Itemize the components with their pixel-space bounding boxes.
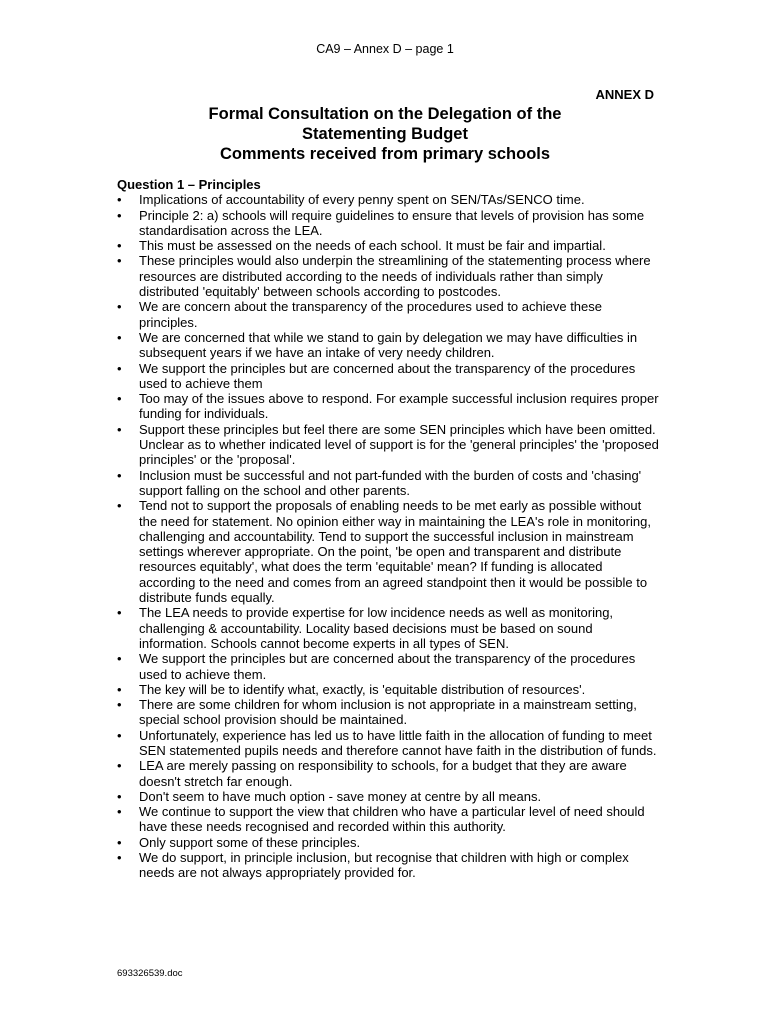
bullet-icon: •	[117, 192, 122, 208]
list-item	[117, 605, 662, 651]
list-item	[117, 192, 662, 207]
list-item-text: We are concern about the transparency of the procedures used to achieve these principles.	[139, 299, 602, 330]
list-item	[117, 804, 662, 835]
bullet-icon: •	[117, 238, 122, 254]
bullet-icon: •	[117, 421, 122, 437]
bullet-icon: •	[117, 788, 122, 804]
document-title	[0, 104, 770, 164]
list-item	[117, 789, 662, 804]
bullet-icon: •	[117, 329, 122, 345]
bullet-icon: •	[117, 850, 122, 866]
list-item-text: We continue to support the view that children who have a particular level of need should have these needs recognised and recorded within this authority.	[139, 804, 645, 835]
list-item	[117, 299, 662, 330]
list-item	[117, 422, 662, 468]
list-item-text: These principles would also underpin the streamlining of the statementing process where resources are distributed according to the needs of individuals rather than simply distributed 'equitably' between schools according to postcodes.	[139, 253, 651, 300]
bullet-icon: •	[117, 467, 122, 483]
list-item	[117, 697, 662, 728]
bullet-icon: •	[117, 727, 122, 743]
bullet-icon: •	[117, 360, 122, 376]
list-item-text: There are some children for whom inclusion is not appropriate in a mainstream setting, special school provision should be maintained.	[139, 697, 637, 728]
bullet-icon: •	[117, 253, 122, 269]
bullet-icon: •	[117, 651, 122, 667]
list-item	[117, 850, 662, 881]
title-line-3: Comments received from primary schools	[219, 145, 551, 163]
bullet-icon: •	[117, 681, 122, 697]
list-item-text: We are concerned that while we stand to gain by delegation we may have difficulties in subsequent years if we have an intake of very needy children.	[139, 329, 638, 361]
list-item	[117, 498, 662, 605]
list-item-text: This must be assessed on the needs of each school. It must be fair and impartial.	[139, 238, 606, 254]
list-item-text: Implications of accountability of every penny spent on SEN/TAs/SENCO time.	[139, 192, 585, 208]
list-item	[117, 468, 662, 499]
bullet-icon: •	[117, 299, 122, 315]
list-item-text: The LEA needs to provide expertise for low incidence needs as well as monitoring, challenging & accountability. Locality based decisions must be based on sound information. Schools cannot become experts in all types of SEN.	[139, 605, 614, 651]
list-item	[117, 238, 662, 253]
list-item-text: Only support some of these principles.	[139, 834, 361, 850]
document-body	[117, 177, 662, 881]
footer-filename: 693326539.doc	[117, 968, 183, 979]
list-item-text: Inclusion must be successful and not part-funded with the burden of costs and 'chasing' support falling on the school and other parents.	[139, 467, 642, 498]
list-item-text: Don't seem to have much option - save money at centre by all means.	[139, 788, 542, 804]
title-line-1: Formal Consultation on the Delegation of the	[208, 105, 562, 123]
bullet-icon: •	[117, 758, 122, 774]
list-item	[117, 361, 662, 392]
list-item	[117, 651, 662, 682]
list-item	[117, 391, 662, 422]
list-item-text: We support the principles but are concerned about the transparency of the procedures used to achieve them	[139, 360, 636, 391]
list-item-text: The key will be to identify what, exactly, is 'equitable distribution of resources'.	[139, 681, 586, 697]
section-heading: Question 1 – Principles	[117, 177, 261, 192]
list-item-text: Tend not to support the proposals of enabling needs to be met early as possible without the need for statement. No opinion either way in maintaining the LEA's role in monitoring, challenging and accountability. Tend to support the successful inclusion in mainstream settings wherever appropriate. On the point, 'be open and transparent and distribute resources equitably', what does the term 'equitable' mean? If funding is allocated according to the need and comes from an agreed standpoint then it would be possible to distribute funds equally.	[139, 498, 651, 606]
response-list	[117, 192, 662, 880]
list-item	[117, 728, 662, 759]
bullet-icon: •	[117, 834, 122, 850]
annex-label: ANNEX D	[595, 87, 654, 102]
list-item	[117, 682, 662, 697]
bullet-icon: •	[117, 605, 122, 621]
list-item-text: Too may of the issues above to respond. For example successful inclusion requires proper funding for individuals.	[139, 391, 659, 422]
list-item	[117, 758, 662, 789]
list-item-text: Support these principles but feel there are some SEN principles which have been omitted. Unclear as to whether indicated level of support is for the 'general principles' the 'proposed principles' or the 'proposal'.	[139, 421, 659, 468]
list-item-text: Principle 2: a) schools will require guidelines to ensure that levels of provision has some standardisation across the LEA.	[139, 207, 645, 238]
list-item-text: We support the principles but are concerned about the transparency of the procedures used to achieve them.	[139, 651, 636, 682]
list-item	[117, 835, 662, 850]
list-item	[117, 330, 662, 361]
bullet-icon: •	[117, 804, 122, 820]
list-item-text: We do support, in principle inclusion, but recognise that children with high or complex needs are not always appropriately provided for.	[139, 850, 629, 881]
bullet-icon: •	[117, 391, 122, 407]
list-item-text: Unfortunately, experience has led us to have little faith in the allocation of funding to meet SEN statemented pupils needs and therefore cannot have faith in the distribution of funds.	[139, 727, 657, 758]
list-item	[117, 253, 662, 299]
bullet-icon: •	[117, 207, 122, 223]
bullet-icon: •	[117, 498, 122, 514]
list-item-text: LEA are merely passing on responsibility to schools, for a budget that they are aware doesn't stretch far enough.	[139, 758, 627, 789]
page-header: CA9 – Annex D – page 1	[316, 42, 454, 56]
list-item	[117, 208, 662, 239]
bullet-icon: •	[117, 697, 122, 713]
title-line-2: Statementing Budget	[302, 125, 468, 143]
